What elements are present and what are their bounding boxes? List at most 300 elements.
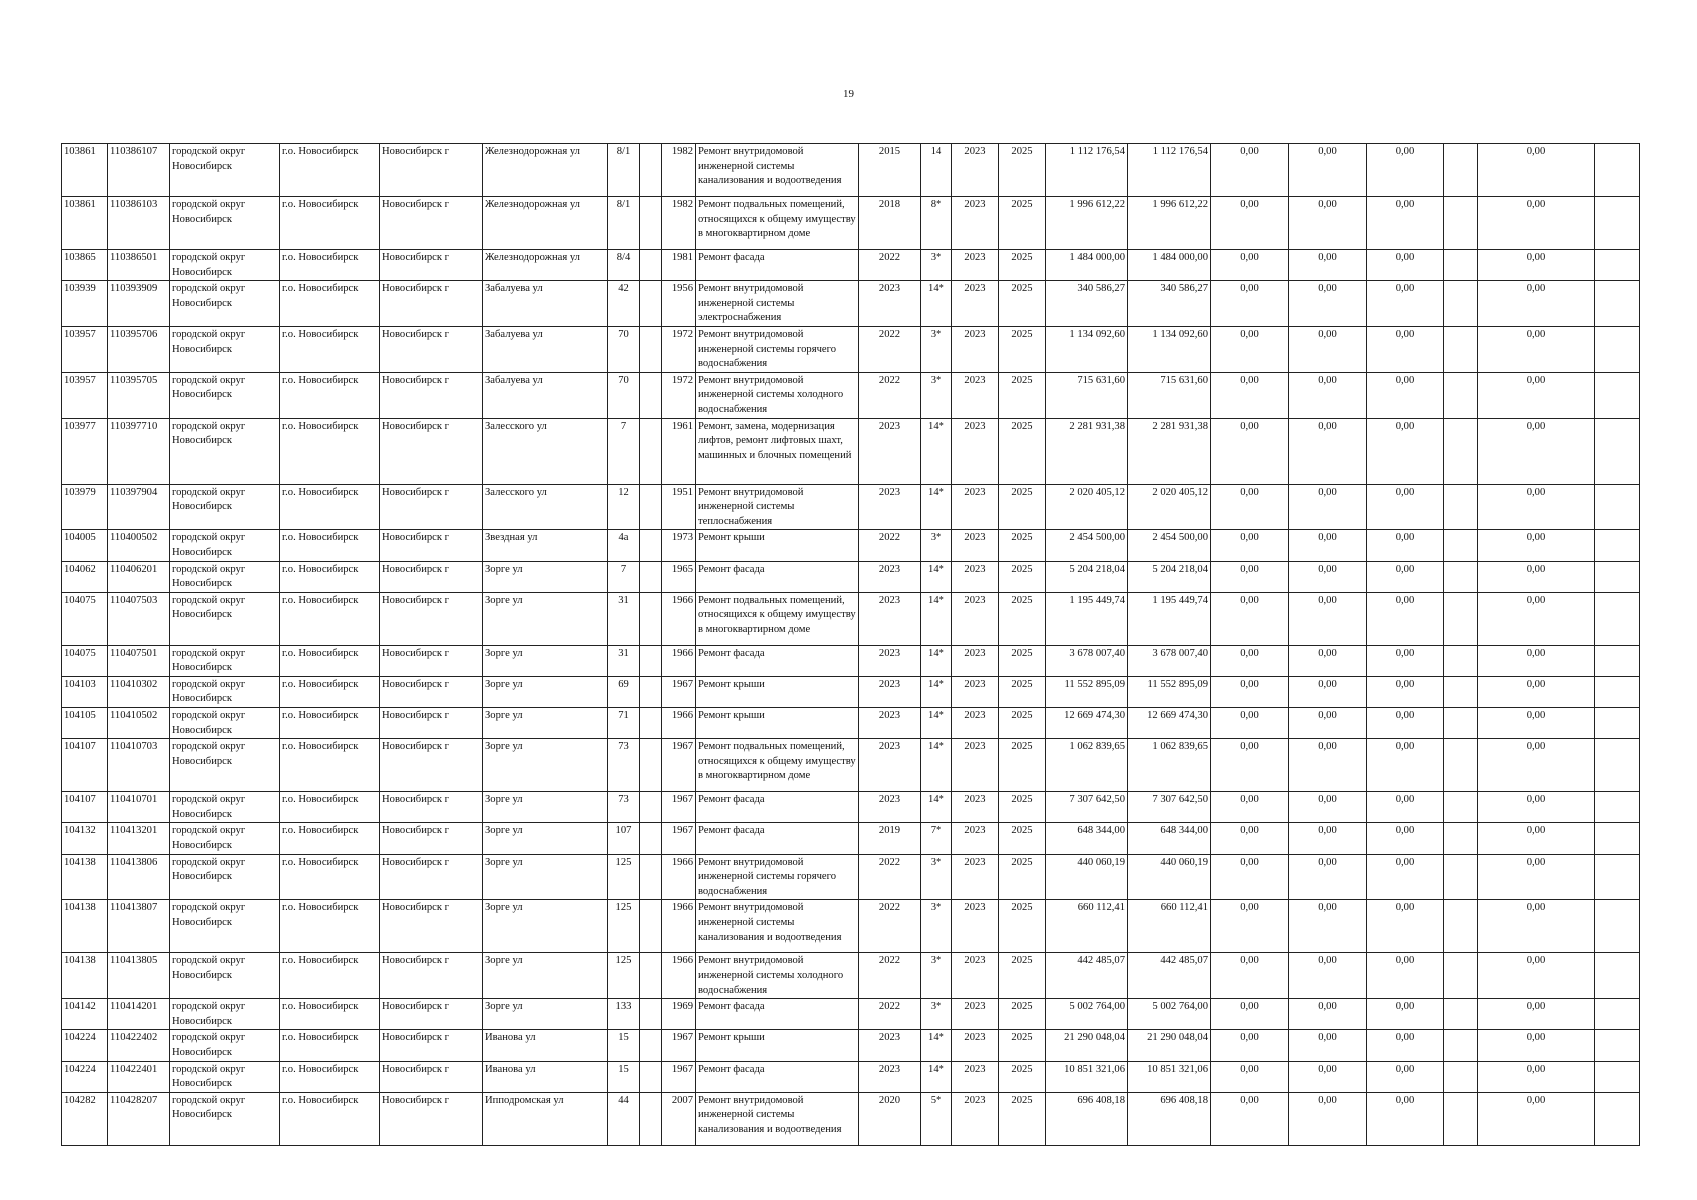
cost-cell: 1 134 092,60	[1046, 326, 1128, 372]
house-id-cell: 103957	[62, 326, 108, 372]
last-repair-year-cell: 2023	[859, 676, 921, 707]
local-funds-cell: 0,00	[1367, 645, 1444, 676]
house-id-cell: 104062	[62, 561, 108, 592]
plan-end-cell: 2025	[999, 1092, 1046, 1145]
blank-cell	[1444, 372, 1478, 418]
cost-cell: 340 586,27	[1046, 281, 1128, 327]
municipality-cell: г.о. Новосибирск	[280, 484, 380, 530]
house-number-cell: 15	[608, 1030, 640, 1061]
work-type-cell: Ремонт внутридомовой инженерной системы канализования и водоотведения	[696, 1092, 859, 1145]
work-type-cell: Ремонт внутридомовой инженерной системы горячего водоснабжения	[696, 854, 859, 900]
work-type-cell: Ремонт фасада	[696, 1061, 859, 1092]
street-cell: Залесского ул	[483, 484, 608, 530]
last-repair-year-cell: 2022	[859, 326, 921, 372]
table-row	[62, 418, 1640, 484]
city-cell: Новосибирск г	[380, 854, 483, 900]
municipality-cell: г.о. Новосибирск	[280, 953, 380, 999]
criteria-cell: 14*	[921, 1030, 952, 1061]
city-cell: Новосибирск г	[380, 999, 483, 1030]
extra-cell	[1595, 953, 1640, 999]
owner-funds-cell: 0,00	[1478, 1061, 1595, 1092]
element-id-cell: 110386103	[108, 197, 170, 250]
building-cell	[640, 372, 662, 418]
district-cell: городской округ Новосибирск	[170, 792, 280, 823]
last-repair-year-cell: 2023	[859, 281, 921, 327]
house-id-cell: 103977	[62, 418, 108, 484]
district-cell: городской округ Новосибирск	[170, 823, 280, 854]
blank-cell	[1444, 326, 1478, 372]
work-type-cell: Ремонт крыши	[696, 530, 859, 561]
criteria-cell: 3*	[921, 953, 952, 999]
house-id-cell: 104105	[62, 708, 108, 739]
city-cell: Новосибирск г	[380, 645, 483, 676]
blank-cell	[1444, 739, 1478, 792]
house-number-cell: 42	[608, 281, 640, 327]
house-id-cell: 104224	[62, 1030, 108, 1061]
total-cost-cell: 2 020 405,12	[1128, 484, 1211, 530]
house-id-cell: 104107	[62, 792, 108, 823]
house-number-cell: 125	[608, 900, 640, 953]
work-type-cell: Ремонт подвальных помещений, относящихся к общему имуществу в многоквартирном доме	[696, 739, 859, 792]
work-type-cell: Ремонт фасада	[696, 823, 859, 854]
total-cost-cell: 3 678 007,40	[1128, 645, 1211, 676]
house-number-cell: 31	[608, 645, 640, 676]
city-cell: Новосибирск г	[380, 1061, 483, 1092]
plan-end-cell: 2025	[999, 592, 1046, 645]
regional-funds-cell: 0,00	[1289, 484, 1367, 530]
building-cell	[640, 1061, 662, 1092]
total-cost-cell: 5 204 218,04	[1128, 561, 1211, 592]
federal-funds-cell: 0,00	[1211, 144, 1289, 197]
plan-end-cell: 2025	[999, 197, 1046, 250]
table-row	[62, 645, 1640, 676]
cost-cell: 715 631,60	[1046, 372, 1128, 418]
element-id-cell: 110407503	[108, 592, 170, 645]
build-year-cell: 1966	[662, 645, 696, 676]
extra-cell	[1595, 418, 1640, 484]
house-number-cell: 4а	[608, 530, 640, 561]
table-row	[62, 676, 1640, 707]
last-repair-year-cell: 2020	[859, 1092, 921, 1145]
build-year-cell: 1956	[662, 281, 696, 327]
criteria-cell: 14	[921, 144, 952, 197]
table-row	[62, 1061, 1640, 1092]
plan-end-cell: 2025	[999, 144, 1046, 197]
house-number-cell: 31	[608, 592, 640, 645]
regional-funds-cell: 0,00	[1289, 530, 1367, 561]
house-id-cell: 104103	[62, 676, 108, 707]
extra-cell	[1595, 1030, 1640, 1061]
work-type-cell: Ремонт внутридомовой инженерной системы электроснабжения	[696, 281, 859, 327]
table-row	[62, 326, 1640, 372]
plan-start-cell: 2023	[952, 645, 999, 676]
building-cell	[640, 676, 662, 707]
build-year-cell: 1982	[662, 197, 696, 250]
house-id-cell: 104282	[62, 1092, 108, 1145]
last-repair-year-cell: 2022	[859, 999, 921, 1030]
criteria-cell: 14*	[921, 739, 952, 792]
total-cost-cell: 5 002 764,00	[1128, 999, 1211, 1030]
building-cell	[640, 592, 662, 645]
municipality-cell: г.о. Новосибирск	[280, 372, 380, 418]
plan-start-cell: 2023	[952, 250, 999, 281]
work-type-cell: Ремонт крыши	[696, 676, 859, 707]
blank-cell	[1444, 197, 1478, 250]
plan-end-cell: 2025	[999, 530, 1046, 561]
blank-cell	[1444, 676, 1478, 707]
federal-funds-cell: 0,00	[1211, 953, 1289, 999]
building-cell	[640, 484, 662, 530]
work-type-cell: Ремонт фасада	[696, 999, 859, 1030]
street-cell: Зорге ул	[483, 999, 608, 1030]
total-cost-cell: 442 485,07	[1128, 953, 1211, 999]
total-cost-cell: 660 112,41	[1128, 900, 1211, 953]
district-cell: городской округ Новосибирск	[170, 530, 280, 561]
district-cell: городской округ Новосибирск	[170, 281, 280, 327]
cost-cell: 440 060,19	[1046, 854, 1128, 900]
city-cell: Новосибирск г	[380, 530, 483, 561]
house-id-cell: 104107	[62, 739, 108, 792]
element-id-cell: 110393909	[108, 281, 170, 327]
district-cell: городской округ Новосибирск	[170, 999, 280, 1030]
build-year-cell: 1966	[662, 900, 696, 953]
table-row	[62, 281, 1640, 327]
plan-end-cell: 2025	[999, 326, 1046, 372]
local-funds-cell: 0,00	[1367, 1061, 1444, 1092]
house-number-cell: 71	[608, 708, 640, 739]
plan-start-cell: 2023	[952, 999, 999, 1030]
city-cell: Новосибирск г	[380, 197, 483, 250]
house-id-cell: 104138	[62, 953, 108, 999]
owner-funds-cell: 0,00	[1478, 418, 1595, 484]
local-funds-cell: 0,00	[1367, 561, 1444, 592]
element-id-cell: 110422402	[108, 1030, 170, 1061]
element-id-cell: 110422401	[108, 1061, 170, 1092]
plan-end-cell: 2025	[999, 281, 1046, 327]
municipality-cell: г.о. Новосибирск	[280, 823, 380, 854]
work-type-cell: Ремонт крыши	[696, 708, 859, 739]
total-cost-cell: 1 484 000,00	[1128, 250, 1211, 281]
table-row	[62, 197, 1640, 250]
element-id-cell: 110414201	[108, 999, 170, 1030]
federal-funds-cell: 0,00	[1211, 999, 1289, 1030]
city-cell: Новосибирск г	[380, 823, 483, 854]
municipality-cell: г.о. Новосибирск	[280, 561, 380, 592]
criteria-cell: 3*	[921, 900, 952, 953]
build-year-cell: 1967	[662, 676, 696, 707]
table-row	[62, 484, 1640, 530]
blank-cell	[1444, 792, 1478, 823]
owner-funds-cell: 0,00	[1478, 708, 1595, 739]
plan-start-cell: 2023	[952, 418, 999, 484]
build-year-cell: 1951	[662, 484, 696, 530]
city-cell: Новосибирск г	[380, 484, 483, 530]
street-cell: Железнодорожная ул	[483, 250, 608, 281]
owner-funds-cell: 0,00	[1478, 197, 1595, 250]
owner-funds-cell: 0,00	[1478, 854, 1595, 900]
cost-cell: 2 281 931,38	[1046, 418, 1128, 484]
blank-cell	[1444, 1061, 1478, 1092]
plan-end-cell: 2025	[999, 854, 1046, 900]
street-cell: Ипподромская ул	[483, 1092, 608, 1145]
district-cell: городской округ Новосибирск	[170, 645, 280, 676]
total-cost-cell: 11 552 895,09	[1128, 676, 1211, 707]
city-cell: Новосибирск г	[380, 792, 483, 823]
regional-funds-cell: 0,00	[1289, 1030, 1367, 1061]
local-funds-cell: 0,00	[1367, 250, 1444, 281]
blank-cell	[1444, 708, 1478, 739]
building-cell	[640, 1030, 662, 1061]
element-id-cell: 110428207	[108, 1092, 170, 1145]
last-repair-year-cell: 2022	[859, 953, 921, 999]
street-cell: Зорге ул	[483, 854, 608, 900]
last-repair-year-cell: 2023	[859, 1061, 921, 1092]
street-cell: Забалуева ул	[483, 372, 608, 418]
build-year-cell: 1966	[662, 953, 696, 999]
cost-cell: 11 552 895,09	[1046, 676, 1128, 707]
municipality-cell: г.о. Новосибирск	[280, 144, 380, 197]
city-cell: Новосибирск г	[380, 592, 483, 645]
element-id-cell: 110407501	[108, 645, 170, 676]
criteria-cell: 3*	[921, 326, 952, 372]
plan-end-cell: 2025	[999, 250, 1046, 281]
house-number-cell: 70	[608, 372, 640, 418]
regional-funds-cell: 0,00	[1289, 197, 1367, 250]
last-repair-year-cell: 2022	[859, 900, 921, 953]
federal-funds-cell: 0,00	[1211, 823, 1289, 854]
local-funds-cell: 0,00	[1367, 953, 1444, 999]
owner-funds-cell: 0,00	[1478, 676, 1595, 707]
city-cell: Новосибирск г	[380, 708, 483, 739]
last-repair-year-cell: 2023	[859, 592, 921, 645]
district-cell: городской округ Новосибирск	[170, 1061, 280, 1092]
municipality-cell: г.о. Новосибирск	[280, 1092, 380, 1145]
street-cell: Зорге ул	[483, 953, 608, 999]
house-number-cell: 8/1	[608, 197, 640, 250]
owner-funds-cell: 0,00	[1478, 1030, 1595, 1061]
cost-cell: 696 408,18	[1046, 1092, 1128, 1145]
street-cell: Звездная ул	[483, 530, 608, 561]
blank-cell	[1444, 645, 1478, 676]
last-repair-year-cell: 2022	[859, 854, 921, 900]
house-id-cell: 104132	[62, 823, 108, 854]
regional-funds-cell: 0,00	[1289, 792, 1367, 823]
criteria-cell: 14*	[921, 418, 952, 484]
house-id-cell: 104138	[62, 854, 108, 900]
street-cell: Залесского ул	[483, 418, 608, 484]
regional-funds-cell: 0,00	[1289, 953, 1367, 999]
municipality-cell: г.о. Новосибирск	[280, 900, 380, 953]
municipality-cell: г.о. Новосибирск	[280, 676, 380, 707]
plan-end-cell: 2025	[999, 561, 1046, 592]
plan-start-cell: 2023	[952, 144, 999, 197]
plan-start-cell: 2023	[952, 739, 999, 792]
cost-cell: 660 112,41	[1046, 900, 1128, 953]
building-cell	[640, 900, 662, 953]
build-year-cell: 1969	[662, 999, 696, 1030]
federal-funds-cell: 0,00	[1211, 197, 1289, 250]
build-year-cell: 1965	[662, 561, 696, 592]
table-row	[62, 1092, 1640, 1145]
plan-end-cell: 2025	[999, 372, 1046, 418]
extra-cell	[1595, 484, 1640, 530]
district-cell: городской округ Новосибирск	[170, 484, 280, 530]
owner-funds-cell: 0,00	[1478, 144, 1595, 197]
work-type-cell: Ремонт внутридомовой инженерной системы теплоснабжения	[696, 484, 859, 530]
criteria-cell: 14*	[921, 708, 952, 739]
house-number-cell: 7	[608, 561, 640, 592]
blank-cell	[1444, 854, 1478, 900]
local-funds-cell: 0,00	[1367, 1092, 1444, 1145]
table-row	[62, 250, 1640, 281]
street-cell: Забалуева ул	[483, 326, 608, 372]
federal-funds-cell: 0,00	[1211, 1061, 1289, 1092]
element-id-cell: 110395706	[108, 326, 170, 372]
city-cell: Новосибирск г	[380, 739, 483, 792]
street-cell: Зорге ул	[483, 792, 608, 823]
criteria-cell: 14*	[921, 484, 952, 530]
extra-cell	[1595, 900, 1640, 953]
blank-cell	[1444, 823, 1478, 854]
table-row	[62, 792, 1640, 823]
plan-end-cell: 2025	[999, 999, 1046, 1030]
criteria-cell: 3*	[921, 999, 952, 1030]
blank-cell	[1444, 1092, 1478, 1145]
plan-start-cell: 2023	[952, 953, 999, 999]
element-id-cell: 110397710	[108, 418, 170, 484]
regional-funds-cell: 0,00	[1289, 326, 1367, 372]
district-cell: городской округ Новосибирск	[170, 418, 280, 484]
street-cell: Железнодорожная ул	[483, 144, 608, 197]
page-number: 19	[843, 88, 854, 100]
district-cell: городской округ Новосибирск	[170, 144, 280, 197]
table-row	[62, 900, 1640, 953]
federal-funds-cell: 0,00	[1211, 792, 1289, 823]
extra-cell	[1595, 561, 1640, 592]
plan-end-cell: 2025	[999, 708, 1046, 739]
last-repair-year-cell: 2019	[859, 823, 921, 854]
plan-start-cell: 2023	[952, 592, 999, 645]
cost-cell: 1 195 449,74	[1046, 592, 1128, 645]
local-funds-cell: 0,00	[1367, 999, 1444, 1030]
extra-cell	[1595, 592, 1640, 645]
house-id-cell: 103939	[62, 281, 108, 327]
regional-funds-cell: 0,00	[1289, 1092, 1367, 1145]
total-cost-cell: 440 060,19	[1128, 854, 1211, 900]
last-repair-year-cell: 2023	[859, 484, 921, 530]
regional-funds-cell: 0,00	[1289, 739, 1367, 792]
municipality-cell: г.о. Новосибирск	[280, 281, 380, 327]
building-cell	[640, 197, 662, 250]
building-cell	[640, 1092, 662, 1145]
work-type-cell: Ремонт подвальных помещений, относящихся к общему имуществу в многоквартирном доме	[696, 592, 859, 645]
table-row	[62, 999, 1640, 1030]
table-row	[62, 561, 1640, 592]
element-id-cell: 110397904	[108, 484, 170, 530]
house-id-cell: 103865	[62, 250, 108, 281]
local-funds-cell: 0,00	[1367, 708, 1444, 739]
plan-start-cell: 2023	[952, 1092, 999, 1145]
municipality-cell: г.о. Новосибирск	[280, 326, 380, 372]
element-id-cell: 110406201	[108, 561, 170, 592]
owner-funds-cell: 0,00	[1478, 326, 1595, 372]
table-row	[62, 739, 1640, 792]
criteria-cell: 14*	[921, 281, 952, 327]
local-funds-cell: 0,00	[1367, 739, 1444, 792]
district-cell: городской округ Новосибирск	[170, 250, 280, 281]
extra-cell	[1595, 530, 1640, 561]
last-repair-year-cell: 2022	[859, 372, 921, 418]
work-type-cell: Ремонт фасада	[696, 792, 859, 823]
building-cell	[640, 561, 662, 592]
local-funds-cell: 0,00	[1367, 484, 1444, 530]
repair-register-table	[61, 143, 1640, 1146]
street-cell: Зорге ул	[483, 739, 608, 792]
work-type-cell: Ремонт фасада	[696, 250, 859, 281]
owner-funds-cell: 0,00	[1478, 999, 1595, 1030]
local-funds-cell: 0,00	[1367, 823, 1444, 854]
extra-cell	[1595, 250, 1640, 281]
city-cell: Новосибирск г	[380, 900, 483, 953]
house-id-cell: 103957	[62, 372, 108, 418]
local-funds-cell: 0,00	[1367, 792, 1444, 823]
municipality-cell: г.о. Новосибирск	[280, 854, 380, 900]
district-cell: городской округ Новосибирск	[170, 1092, 280, 1145]
total-cost-cell: 12 669 474,30	[1128, 708, 1211, 739]
cost-cell: 1 484 000,00	[1046, 250, 1128, 281]
local-funds-cell: 0,00	[1367, 372, 1444, 418]
house-number-cell: 125	[608, 953, 640, 999]
criteria-cell: 3*	[921, 372, 952, 418]
owner-funds-cell: 0,00	[1478, 281, 1595, 327]
owner-funds-cell: 0,00	[1478, 484, 1595, 530]
last-repair-year-cell: 2022	[859, 250, 921, 281]
last-repair-year-cell: 2023	[859, 561, 921, 592]
house-number-cell: 8/1	[608, 144, 640, 197]
blank-cell	[1444, 418, 1478, 484]
table-row	[62, 854, 1640, 900]
total-cost-cell: 715 631,60	[1128, 372, 1211, 418]
build-year-cell: 1966	[662, 854, 696, 900]
extra-cell	[1595, 999, 1640, 1030]
extra-cell	[1595, 854, 1640, 900]
build-year-cell: 1967	[662, 792, 696, 823]
plan-start-cell: 2023	[952, 900, 999, 953]
owner-funds-cell: 0,00	[1478, 900, 1595, 953]
cost-cell: 10 851 321,06	[1046, 1061, 1128, 1092]
building-cell	[640, 418, 662, 484]
plan-end-cell: 2025	[999, 1061, 1046, 1092]
street-cell: Зорге ул	[483, 676, 608, 707]
local-funds-cell: 0,00	[1367, 900, 1444, 953]
extra-cell	[1595, 792, 1640, 823]
criteria-cell: 5*	[921, 1092, 952, 1145]
municipality-cell: г.о. Новосибирск	[280, 592, 380, 645]
owner-funds-cell: 0,00	[1478, 823, 1595, 854]
extra-cell	[1595, 739, 1640, 792]
work-type-cell: Ремонт крыши	[696, 1030, 859, 1061]
build-year-cell: 1967	[662, 1061, 696, 1092]
federal-funds-cell: 0,00	[1211, 1092, 1289, 1145]
plan-end-cell: 2025	[999, 823, 1046, 854]
federal-funds-cell: 0,00	[1211, 250, 1289, 281]
municipality-cell: г.о. Новосибирск	[280, 999, 380, 1030]
owner-funds-cell: 0,00	[1478, 530, 1595, 561]
criteria-cell: 14*	[921, 592, 952, 645]
district-cell: городской округ Новосибирск	[170, 676, 280, 707]
house-id-cell: 104224	[62, 1061, 108, 1092]
street-cell: Зорге ул	[483, 708, 608, 739]
